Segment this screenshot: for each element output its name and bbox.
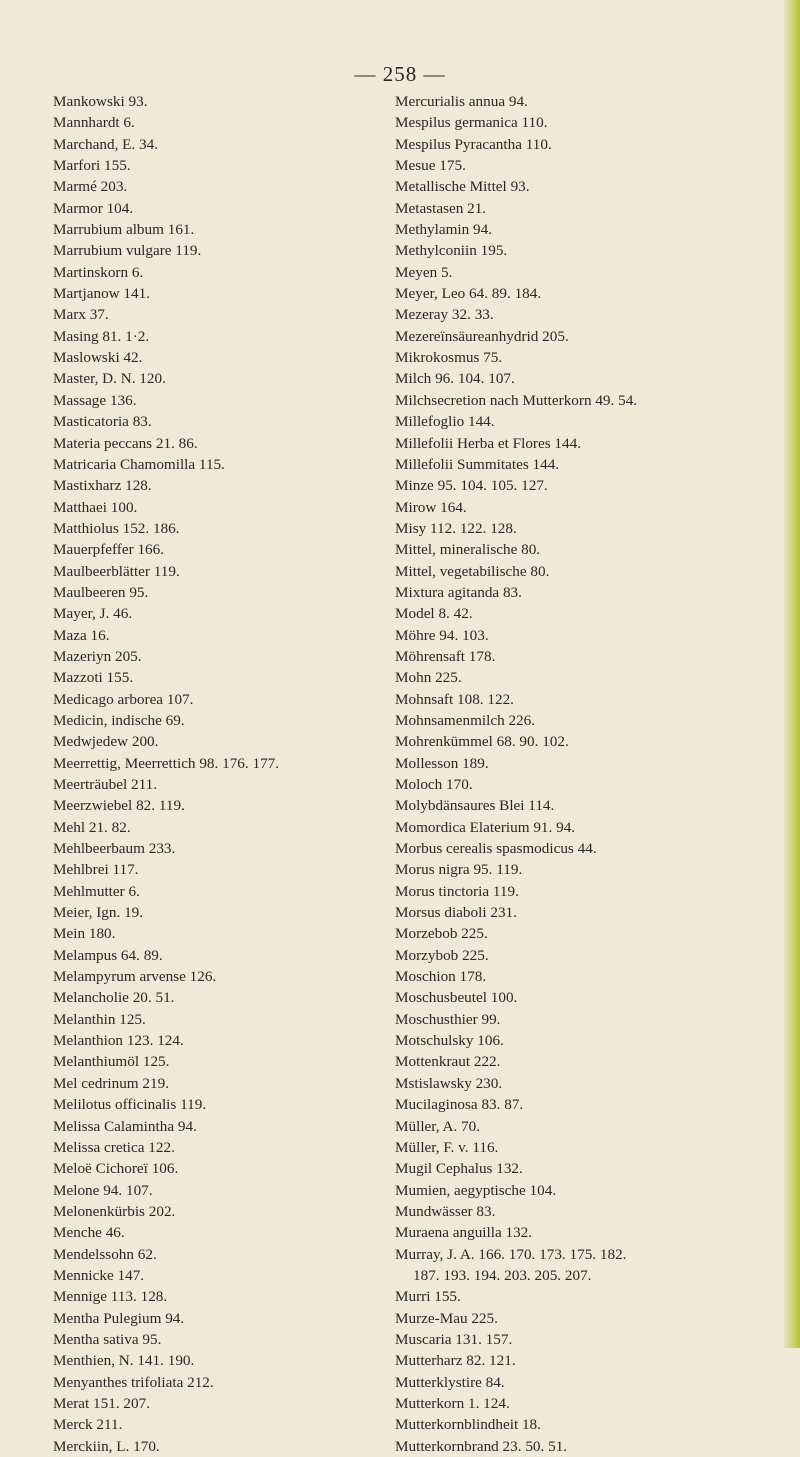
index-entry: Mohrenkümmel 68. 90. 102. bbox=[395, 733, 569, 751]
index-entry: Mucilaginosa 83. 87. bbox=[395, 1096, 524, 1114]
index-entry: Menthien, N. 141. 190. bbox=[53, 1352, 195, 1370]
index-entry: Mankowski 93. bbox=[53, 93, 148, 110]
index-entry: Masing 81. 1·2. bbox=[53, 327, 150, 345]
index-entry: Marchand, E. 34. bbox=[53, 135, 159, 153]
index-entry: Medicin, indische 69. bbox=[53, 711, 185, 729]
index-column-left bbox=[53, 91, 383, 1457]
index-entry: Mstislawsky 230. bbox=[395, 1074, 503, 1092]
index-entry: Melampyrum arvense 126. bbox=[53, 968, 217, 986]
index-entry: Marrubium vulgare 119. bbox=[53, 242, 202, 260]
index-entry: Mannhardt 6. bbox=[53, 114, 135, 132]
index-entry: Maslowski 42. bbox=[53, 349, 143, 367]
index-entry: Murri 155. bbox=[395, 1288, 461, 1306]
index-entry: Maza 16. bbox=[53, 626, 110, 644]
index-entry: Martjanow 141. bbox=[53, 285, 151, 303]
index-entry: Meerträubel 211. bbox=[53, 776, 158, 793]
index-entry: Melanthin 125. bbox=[53, 1010, 146, 1028]
index-entry: Mikrokosmus 75. bbox=[395, 349, 503, 367]
index-entry: Marrubium album 161. bbox=[53, 221, 195, 239]
index-entry: Meier, Ign. 19. bbox=[53, 904, 144, 922]
index-entry: Marfori 155. bbox=[53, 157, 131, 175]
index-entry: Mentha sativa 95. bbox=[53, 1330, 162, 1348]
index-entry: Meerzwiebel 82. 119. bbox=[53, 797, 185, 815]
index-entry: Meyer, Leo 64. 89. 184. bbox=[395, 285, 542, 303]
index-entry: Morus nigra 95. 119. bbox=[395, 861, 523, 879]
index-entry: Morus tinctoria 119. bbox=[395, 882, 519, 900]
index-entry: Martinskorn 6. bbox=[53, 263, 144, 281]
index-entry: Murray, J. A. 166. 170. 173. 175. 182. bbox=[395, 1245, 627, 1263]
page-number: — 258 — bbox=[354, 62, 446, 86]
index-entry: Maulbeerblätter 119. bbox=[53, 562, 180, 580]
index-entry: Müller, A. 70. bbox=[395, 1117, 481, 1135]
index-entry: Marx 37. bbox=[53, 306, 109, 324]
index-entry: Melonenkürbis 202. bbox=[53, 1202, 176, 1220]
index-entry: Mutterklystire 84. bbox=[395, 1373, 505, 1391]
index-entry: Master, D. N. 120. bbox=[53, 370, 166, 388]
index-entry: Model 8. 42. bbox=[395, 605, 473, 623]
index-entry: Mottenkraut 222. bbox=[395, 1053, 501, 1071]
index-entry: Misy 112. 122. 128. bbox=[395, 519, 517, 537]
index-entry: Merck 211. bbox=[53, 1416, 123, 1434]
index-entry: Mehlbrei 117. bbox=[53, 861, 139, 879]
index-entry: Millefolii Herba et Flores 144. bbox=[395, 434, 582, 452]
index-entry: Materia peccans 21. 86. bbox=[53, 434, 198, 452]
index-entry: Melissa Calamintha 94. bbox=[53, 1117, 197, 1135]
index-entry: Mastixharz 128. bbox=[53, 477, 152, 495]
index-entry: Mendelssohn 62. bbox=[53, 1245, 157, 1263]
index-entry: Mumien, aegyptische 104. bbox=[395, 1181, 557, 1199]
index-entry: Mittel, mineralische 80. bbox=[395, 541, 541, 559]
index-entry: Melanthiumöl 125. bbox=[53, 1053, 170, 1071]
index-entry: Massage 136. bbox=[53, 391, 137, 409]
index-entry: Methylconiin 195. bbox=[395, 242, 508, 260]
index-entry: Moschion 178. bbox=[395, 968, 487, 986]
index-entry: Mollesson 189. bbox=[395, 754, 489, 772]
index-entry: Mohnsaft 108. 122. bbox=[395, 690, 514, 708]
index-entry: Molybdänsaures Blei 114. bbox=[395, 797, 555, 815]
index-entry: Mittel, vegetabilische 80. bbox=[395, 562, 550, 580]
index-entry: Metallische Mittel 93. bbox=[395, 178, 530, 196]
index-entry: Muscaria 131. 157. bbox=[395, 1330, 513, 1348]
index-entry: Matthiolus 152. 186. bbox=[53, 519, 180, 537]
index-entry: Matthaei 100. bbox=[53, 498, 138, 516]
index-entry: Mutterkornbrand 23. 50. 51. bbox=[395, 1437, 568, 1455]
index-entry: Meloë Cichoreï 106. bbox=[53, 1160, 179, 1178]
index-entry: Mennige 113. 128. bbox=[53, 1288, 168, 1306]
index-entry: Metastasen 21. bbox=[395, 199, 487, 217]
index-entry: Muraena anguilla 132. bbox=[395, 1224, 533, 1242]
index-entry: Müller, F. v. 116. bbox=[395, 1138, 499, 1156]
index-entry: Möhrensaft 178. bbox=[395, 647, 496, 665]
index-entry: Milchsecretion nach Mutterkorn 49. 54. bbox=[395, 391, 638, 409]
index-entry: Mixtura agitanda 83. bbox=[395, 583, 522, 601]
index-entry: Mazeriyn 205. bbox=[53, 647, 142, 665]
index-entry: Melissa cretica 122. bbox=[53, 1138, 175, 1156]
index-entry: Mezeray 32. 33. bbox=[395, 306, 494, 324]
index-entry-continuation: 187. 193. 194. 203. 205. 207. bbox=[413, 1266, 592, 1284]
index-entry: Mennicke 147. bbox=[53, 1266, 145, 1284]
index-entry: Mutterkornblindheit 18. bbox=[395, 1416, 541, 1434]
index-entry: Merat 151. 207. bbox=[53, 1394, 151, 1412]
index-entry: Medwjedew 200. bbox=[53, 733, 159, 751]
index-entry: Matricaria Chamomilla 115. bbox=[53, 455, 225, 473]
index-entry: Mazzoti 155. bbox=[53, 669, 134, 687]
index-entry: Moloch 170. bbox=[395, 776, 473, 793]
index-entry: Morzebob 225. bbox=[395, 925, 488, 943]
index-entry: Mirow 164. bbox=[395, 498, 467, 516]
index-entry: Mehlbeerbaum 233. bbox=[53, 840, 176, 858]
index-entry: Marmé 203. bbox=[53, 178, 128, 196]
index-entry: Mugil Cephalus 132. bbox=[395, 1160, 523, 1178]
index-entry: Mein 180. bbox=[53, 925, 116, 943]
index-entry: Mundwässer 83. bbox=[395, 1202, 496, 1220]
index-entry: Mespilus Pyracantha 110. bbox=[395, 135, 552, 153]
index-entry: Mel cedrinum 219. bbox=[53, 1074, 169, 1092]
index-column-right bbox=[395, 91, 780, 1457]
index-entry: Motschulsky 106. bbox=[395, 1032, 504, 1050]
index-entry: Milch 96. 104. 107. bbox=[395, 370, 515, 388]
index-entry: Menche 46. bbox=[53, 1224, 125, 1242]
index-entry: Menyanthes trifoliata 212. bbox=[53, 1373, 214, 1391]
index-entry: Momordica Elaterium 91. 94. bbox=[395, 818, 576, 836]
index-entry: Murze-Mau 225. bbox=[395, 1309, 498, 1327]
index-entry: Melanthion 123. 124. bbox=[53, 1032, 184, 1050]
index-entry: Medicago arborea 107. bbox=[53, 690, 194, 708]
index-entry: Mauerpfeffer 166. bbox=[53, 541, 165, 559]
index-entry: Masticatoria 83. bbox=[53, 413, 152, 431]
index-entry: Mohnsamenmilch 226. bbox=[395, 711, 536, 729]
index-entry: Moschusthier 99. bbox=[395, 1010, 501, 1028]
index-entry: Melone 94. 107. bbox=[53, 1181, 153, 1199]
index-entry: Mehlmutter 6. bbox=[53, 882, 140, 900]
index-entry: Mesue 175. bbox=[395, 157, 466, 175]
index-entry: Maulbeeren 95. bbox=[53, 583, 149, 601]
index-entry: Mayer, J. 46. bbox=[53, 605, 133, 623]
index-entry: Mutterkorn 1. 124. bbox=[395, 1394, 510, 1412]
index-entry: Minze 95. 104. 105. 127. bbox=[395, 477, 548, 495]
index-entry: Mutterharz 82. 121. bbox=[395, 1352, 516, 1370]
index-entry: Morzybob 225. bbox=[395, 946, 489, 964]
index-entry: Millefolii Summitates 144. bbox=[395, 455, 560, 473]
index-entry: Meerrettig, Meerrettich 98. 176. 177. bbox=[53, 754, 280, 772]
index-entry: Melancholie 20. 51. bbox=[53, 989, 175, 1007]
index-entry: Melampus 64. 89. bbox=[53, 946, 163, 964]
page-edge bbox=[784, 0, 800, 1348]
index-entry: Moschusbeutel 100. bbox=[395, 989, 518, 1007]
index-entry: Morsus diaboli 231. bbox=[395, 904, 517, 922]
index-entry: Mercurialis annua 94. bbox=[395, 93, 528, 110]
index-entry: Merckiin, L. 170. bbox=[53, 1437, 160, 1455]
index-entry: Millefoglio 144. bbox=[395, 413, 495, 431]
index-entry: Mohn 225. bbox=[395, 669, 462, 687]
index-entry: Melilotus officinalis 119. bbox=[53, 1096, 207, 1114]
index-entry: Mentha Pulegium 94. bbox=[53, 1309, 185, 1327]
index-entry: Methylamin 94. bbox=[395, 221, 493, 239]
index-entry: Morbus cerealis spasmodicus 44. bbox=[395, 840, 597, 858]
index-entry: Mehl 21. 82. bbox=[53, 818, 131, 836]
index-entry: Mezereïnsäureanhydrid 205. bbox=[395, 327, 569, 345]
index-entry: Marmor 104. bbox=[53, 199, 134, 217]
index-entry: Möhre 94. 103. bbox=[395, 626, 489, 644]
index-entry: Meyen 5. bbox=[395, 263, 453, 281]
index-entry: Mespilus germanica 110. bbox=[395, 114, 548, 132]
